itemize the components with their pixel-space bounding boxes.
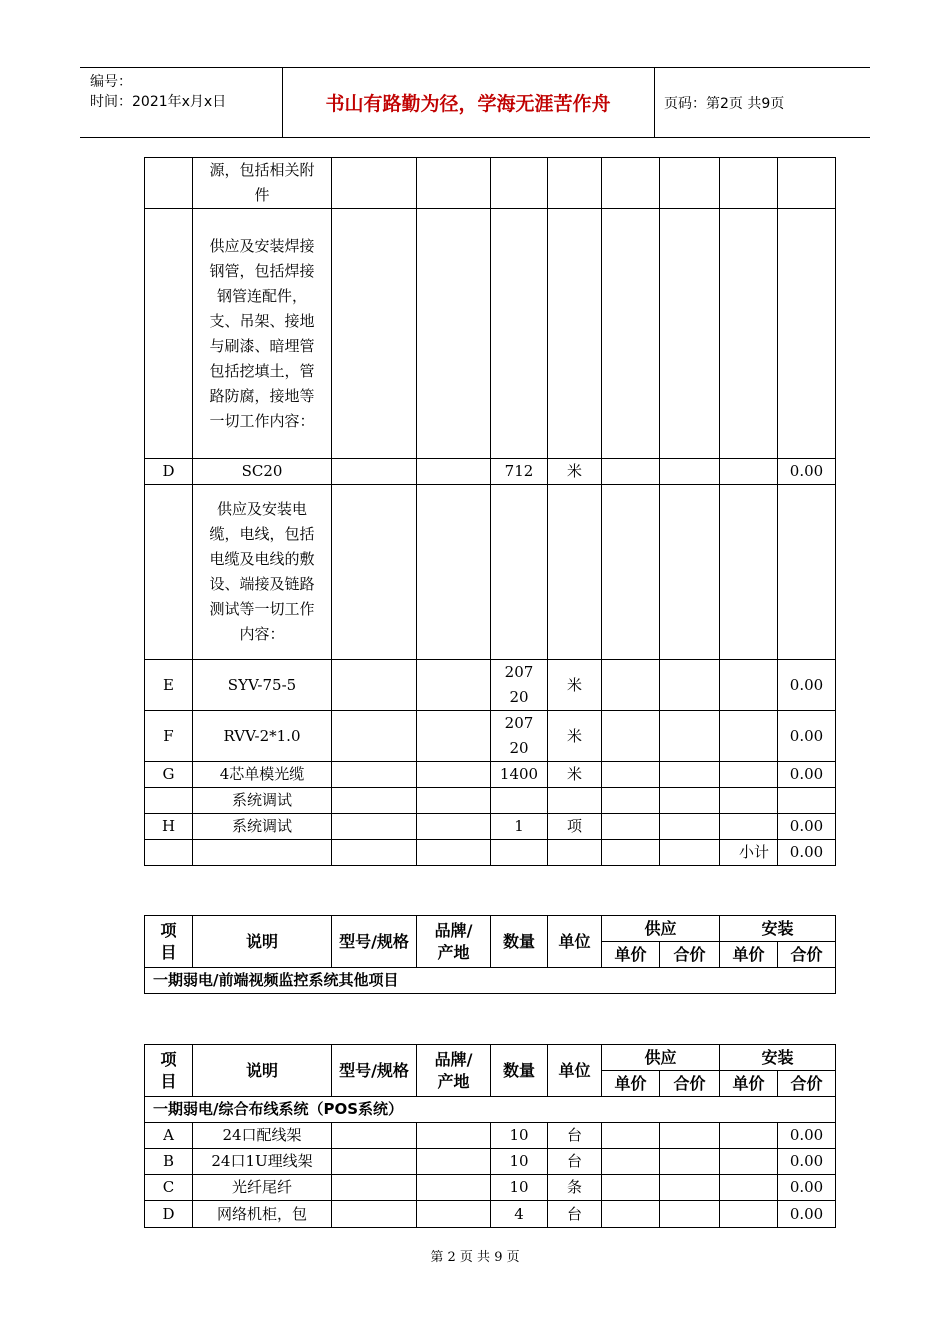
total-cell: 0.00 — [778, 814, 836, 840]
header-desc: 说明 — [193, 1045, 332, 1097]
header-qty: 数量 — [491, 916, 548, 968]
desc-cell: SYV-75-5 — [193, 660, 332, 711]
item-cell: B — [145, 1149, 193, 1175]
unit-cell: 米 — [548, 711, 602, 762]
desc-cell: SC20 — [193, 459, 332, 485]
header-supply-total: 合价 — [660, 942, 720, 968]
header-qty: 数量 — [491, 1045, 548, 1097]
header-supply: 供应 — [602, 1045, 720, 1071]
header-install-total: 合价 — [778, 942, 836, 968]
desc-cell: 供应及安装焊接钢管，包括焊接钢管连配件，支、吊架、接地与刷漆、暗埋管包括挖填土，管路防腐，接地等一切工作内容： — [193, 209, 332, 459]
header-install-unit-price: 单价 — [720, 942, 778, 968]
section-title: 一期弱电/综合布线系统（POS系统） — [145, 1097, 836, 1123]
table-row — [145, 788, 836, 814]
item-cell: G — [145, 762, 193, 788]
total-cell: 0.00 — [778, 762, 836, 788]
date-label: 时间：2021年x月x日 — [90, 94, 227, 110]
total-cell: 0.00 — [778, 459, 836, 485]
quote-table-1 — [144, 157, 836, 866]
unit-cell: 条 — [548, 1175, 602, 1201]
table-row — [145, 711, 836, 762]
qty-cell — [491, 158, 548, 209]
header-brand: 品牌/产地 — [417, 1045, 491, 1097]
total-cell — [778, 209, 836, 459]
number-label: 编号： — [90, 74, 132, 90]
header-supply-unit-price: 单价 — [602, 1071, 660, 1097]
table-row — [145, 814, 836, 840]
desc-cell: 供应及安装电缆，电线，包括电缆及电线的敷设、端接及链路测试等一切工作内容： — [193, 485, 332, 660]
total-cell: 0.00 — [778, 711, 836, 762]
page-info: 页码：第2页 共9页 — [664, 95, 785, 112]
qty-cell — [491, 209, 548, 459]
total-cell: 0.00 — [778, 1201, 836, 1228]
table-row — [145, 1201, 836, 1228]
header-unit: 单位 — [548, 1045, 602, 1097]
header-desc: 说明 — [193, 916, 332, 968]
desc-cell: 系统调试 — [193, 814, 332, 840]
table-row — [145, 660, 836, 711]
unit-cell: 台 — [548, 1149, 602, 1175]
header-supply-unit-price: 单价 — [602, 942, 660, 968]
desc-cell: 4芯单模光缆 — [193, 762, 332, 788]
header-supply: 供应 — [602, 916, 720, 942]
table-row — [145, 1123, 836, 1149]
qty-cell: 1400 — [491, 762, 548, 788]
header-brand: 品牌/产地 — [417, 916, 491, 968]
header-divider — [654, 68, 655, 137]
header-unit: 单位 — [548, 916, 602, 968]
desc-cell: RVV-2*1.0 — [193, 711, 332, 762]
item-cell: A — [145, 1123, 193, 1149]
qty-cell: 4 — [491, 1201, 548, 1228]
unit-cell: 米 — [548, 762, 602, 788]
item-cell — [145, 158, 193, 209]
unit-cell: 台 — [548, 1123, 602, 1149]
total-cell — [778, 485, 836, 660]
unit-cell — [548, 209, 602, 459]
qty-cell: 712 — [491, 459, 548, 485]
header-model: 型号/规格 — [332, 916, 417, 968]
header-install: 安装 — [720, 1045, 836, 1071]
quote-table-2 — [144, 915, 836, 994]
table-row — [145, 459, 836, 485]
item-cell: C — [145, 1175, 193, 1201]
header-item: 项目 — [145, 916, 193, 968]
subtotal-label: 小计 — [720, 840, 778, 866]
qty-cell: 20720 — [491, 711, 548, 762]
item-cell: E — [145, 660, 193, 711]
motto: 书山有路勤为径，学海无涯苦作舟 — [325, 93, 611, 115]
header-install: 安装 — [720, 916, 836, 942]
desc-cell: 24口配线架 — [193, 1123, 332, 1149]
unit-cell: 米 — [548, 660, 602, 711]
qty-cell — [491, 788, 548, 814]
page-header — [80, 67, 870, 138]
item-cell — [145, 788, 193, 814]
qty-cell: 10 — [491, 1123, 548, 1149]
desc-cell: 24口1U理线架 — [193, 1149, 332, 1175]
table-row — [145, 1149, 836, 1175]
total-cell — [778, 158, 836, 209]
item-cell: H — [145, 814, 193, 840]
header-install-total: 合价 — [778, 1071, 836, 1097]
unit-cell — [548, 788, 602, 814]
unit-cell — [548, 158, 602, 209]
desc-cell: 系统调试 — [193, 788, 332, 814]
qty-cell: 20720 — [491, 660, 548, 711]
table-row — [145, 158, 836, 209]
item-cell — [145, 209, 193, 459]
total-cell: 0.00 — [778, 660, 836, 711]
item-cell: D — [145, 459, 193, 485]
qty-cell — [491, 485, 548, 660]
item-cell: F — [145, 711, 193, 762]
quote-table-3 — [144, 1044, 836, 1228]
total-cell: 0.00 — [778, 1149, 836, 1175]
table-row — [145, 209, 836, 459]
unit-cell — [548, 485, 602, 660]
desc-cell: 光纤尾纤 — [193, 1175, 332, 1201]
desc-cell: 网络机柜，包 — [193, 1201, 332, 1228]
total-cell — [778, 788, 836, 814]
header-supply-total: 合价 — [660, 1071, 720, 1097]
section-title: 一期弱电/前端视频监控系统其他项目 — [145, 968, 836, 994]
unit-cell: 台 — [548, 1201, 602, 1228]
item-cell: D — [145, 1201, 193, 1228]
unit-cell: 项 — [548, 814, 602, 840]
header-model: 型号/规格 — [332, 1045, 417, 1097]
table-row — [145, 485, 836, 660]
unit-cell: 米 — [548, 459, 602, 485]
header-item: 项目 — [145, 1045, 193, 1097]
item-cell — [145, 485, 193, 660]
subtotal-value: 0.00 — [778, 840, 836, 866]
header-meta — [90, 72, 226, 112]
header-install-unit-price: 单价 — [720, 1071, 778, 1097]
total-cell: 0.00 — [778, 1175, 836, 1201]
qty-cell: 10 — [491, 1175, 548, 1201]
qty-cell: 10 — [491, 1149, 548, 1175]
total-cell: 0.00 — [778, 1123, 836, 1149]
qty-cell: 1 — [491, 814, 548, 840]
table-row — [145, 1175, 836, 1201]
page-footer: 第 2 页 共 9 页 — [430, 1250, 520, 1265]
table-row — [145, 762, 836, 788]
desc-cell: 源，包括相关附件 — [193, 158, 332, 209]
subtotal-row — [145, 840, 836, 866]
